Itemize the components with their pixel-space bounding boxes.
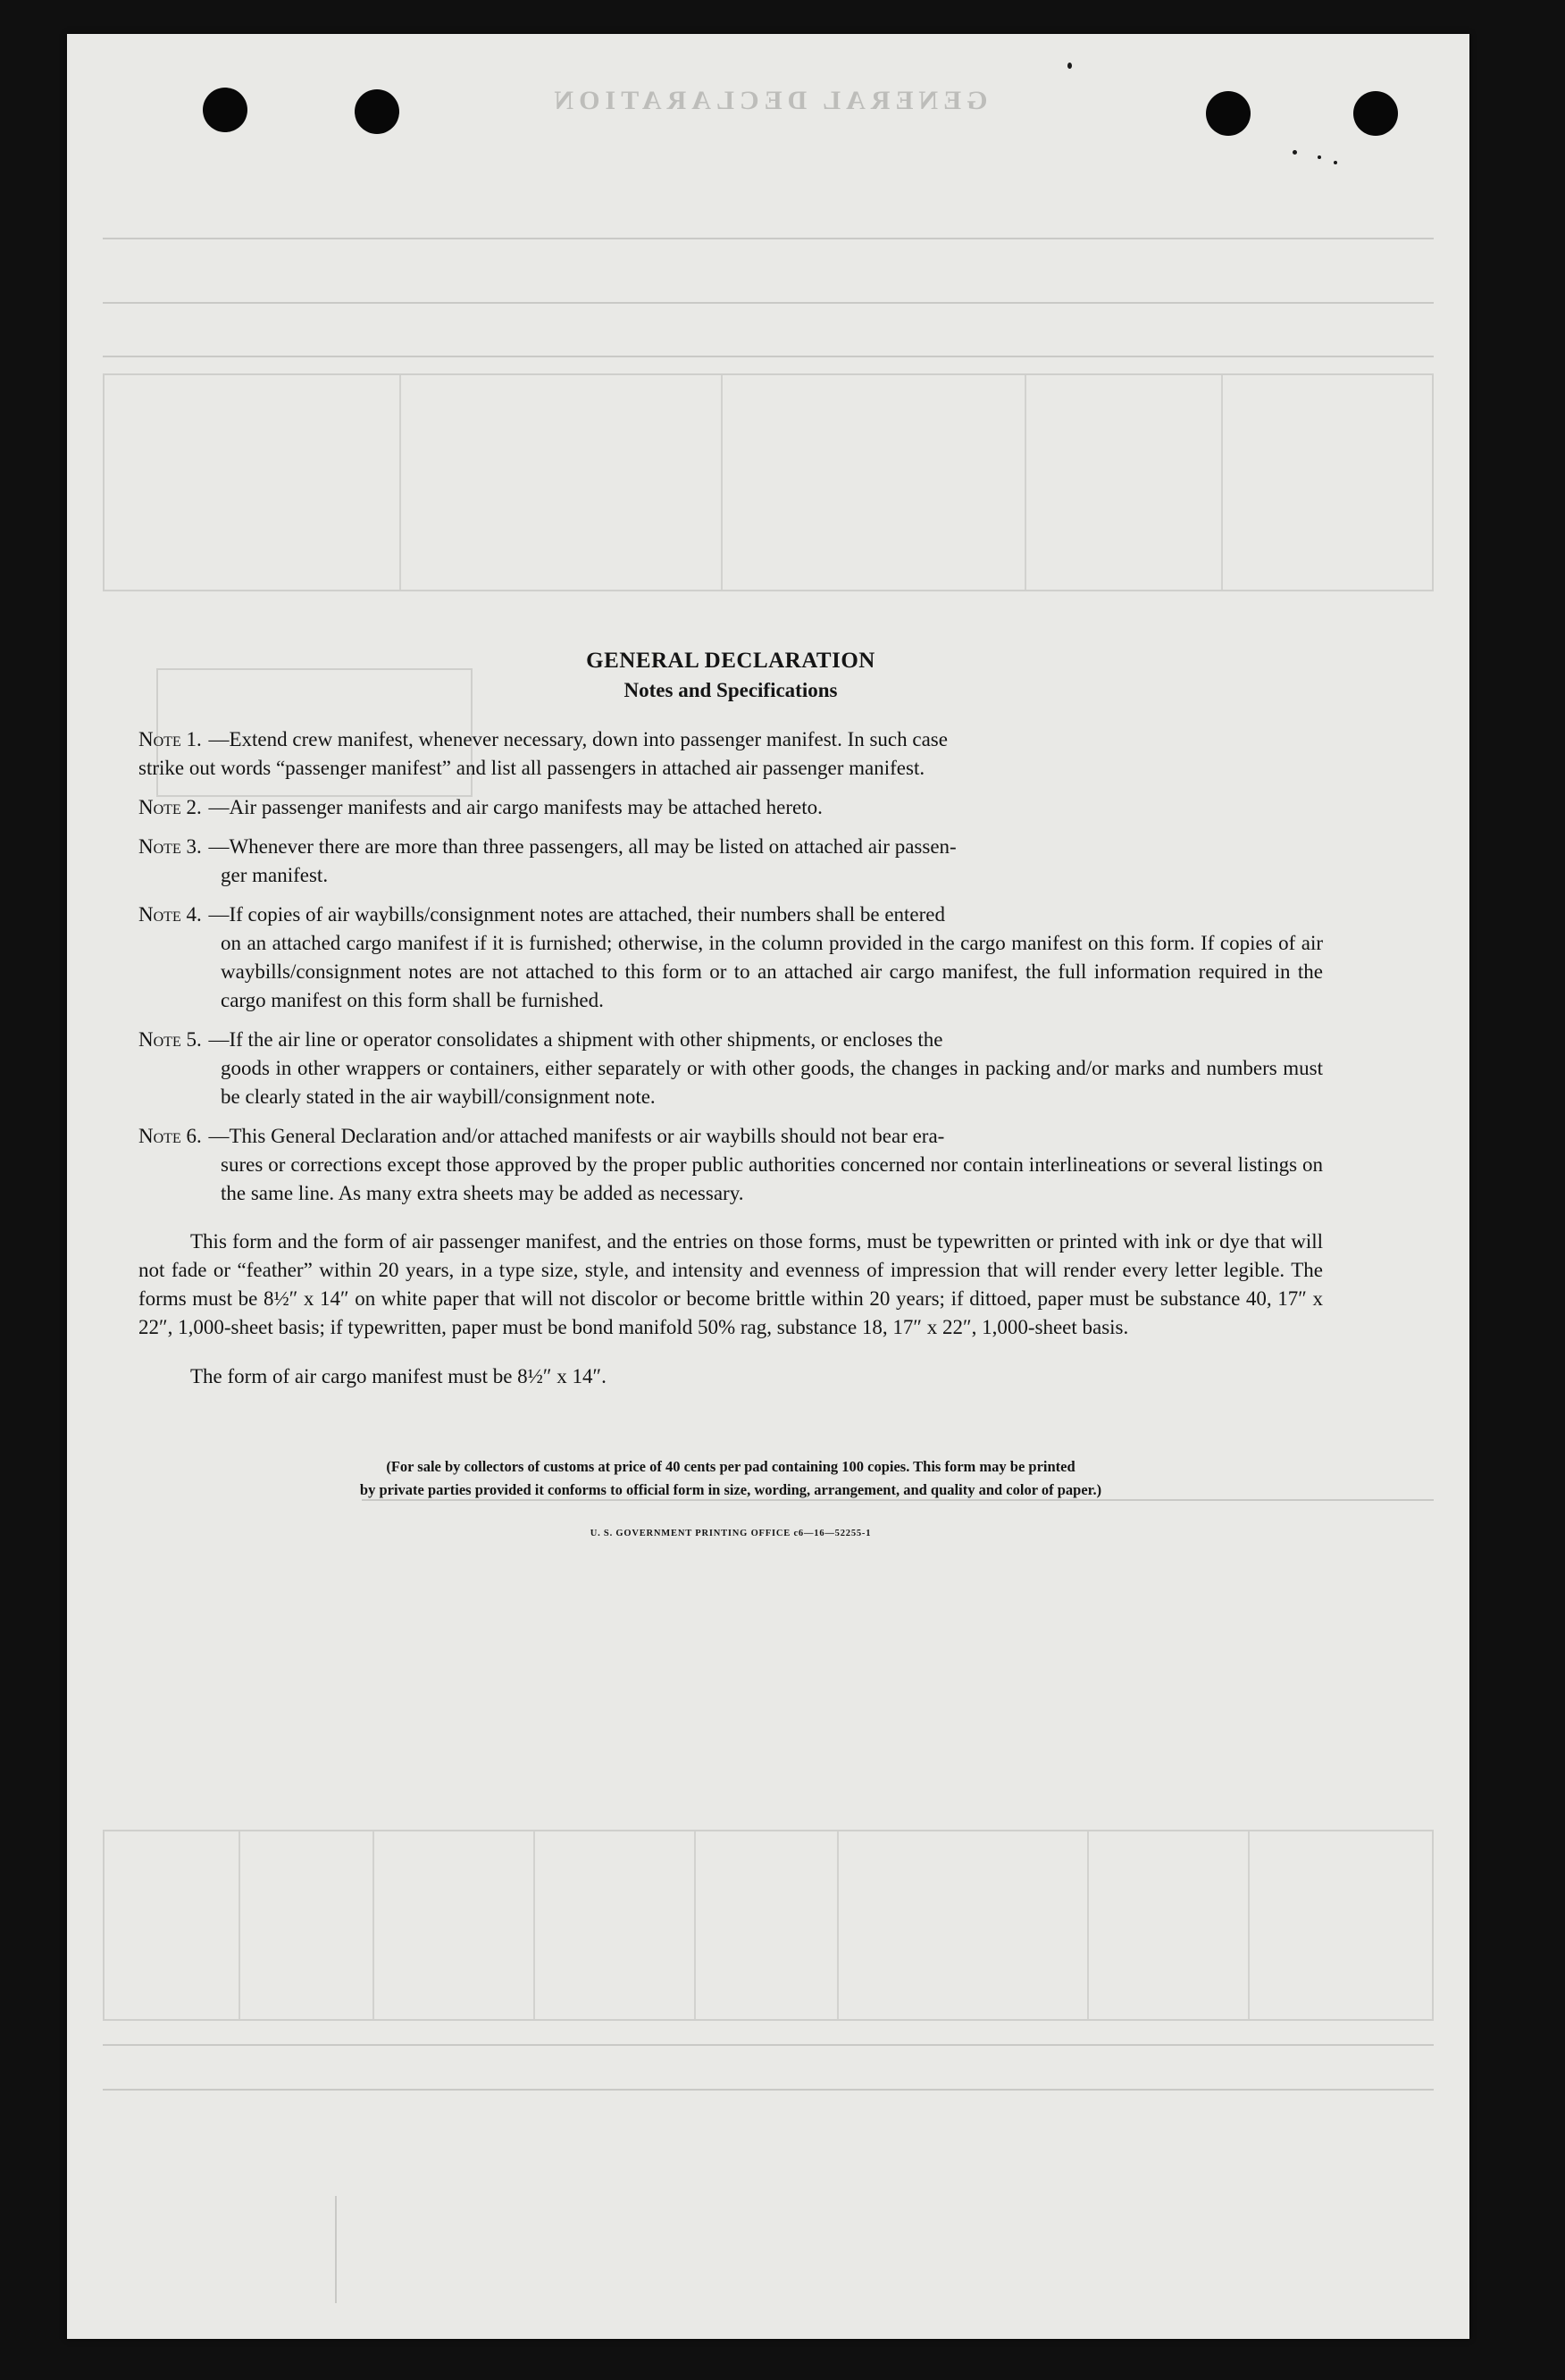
sale-note bbox=[138, 1455, 1323, 1502]
note-3 bbox=[138, 833, 1323, 890]
ink-speck bbox=[1067, 63, 1072, 69]
note-text bbox=[138, 903, 1323, 1015]
bleed-through-column bbox=[694, 1831, 696, 2019]
note-text bbox=[138, 1028, 1323, 1111]
bleed-through-itinerary-table bbox=[103, 373, 1434, 591]
bleed-through-line bbox=[335, 2196, 337, 2303]
bleed-through-column bbox=[1248, 1831, 1250, 2019]
note-label: Note 4. bbox=[138, 903, 202, 926]
note-lead: —Air passenger manifests and air cargo manifests may be attached hereto. bbox=[208, 796, 823, 818]
bleed-through-line bbox=[103, 356, 1434, 357]
bleed-through-column bbox=[372, 1831, 374, 2019]
note-continuation: strike out words “passenger manifest” and list all passengers in attached air passenger manifest. bbox=[138, 757, 925, 779]
bleed-through-column bbox=[1221, 375, 1223, 590]
note-label: Note 6. bbox=[138, 1125, 202, 1147]
note-label: Note 3. bbox=[138, 835, 202, 858]
sale-note-line: by private parties provided it conforms to official form in size, wording, arrangement, and quality and color of paper.) bbox=[359, 1481, 1102, 1498]
ink-speck bbox=[1318, 155, 1321, 159]
note-5 bbox=[138, 1026, 1323, 1111]
note-2 bbox=[138, 793, 1323, 822]
bleed-through-title: GENERAL DECLARATION bbox=[548, 86, 988, 115]
note-6 bbox=[138, 1122, 1323, 1208]
bleed-through-column bbox=[837, 1831, 839, 2019]
note-text bbox=[138, 1125, 1323, 1208]
cargo-manifest-size-line: The form of air cargo manifest must be 8½″ x 14″. bbox=[190, 1365, 607, 1387]
note-lead: —Extend crew manifest, whenever necessary, down into passenger manifest. In such case bbox=[208, 728, 948, 750]
note-lead: —This General Declaration and/or attached manifests or air waybills should not bear era- bbox=[208, 1125, 945, 1147]
note-text bbox=[138, 835, 1323, 890]
note-lead: —If copies of air waybills/consignment notes are attached, their numbers shall be entered bbox=[208, 903, 945, 926]
page-title: GENERAL DECLARATION bbox=[586, 649, 875, 673]
bleed-through-line bbox=[103, 302, 1434, 304]
form-requirements-paragraph: This form and the form of air passenger manifest, and the entries on those forms, must be typewritten or printed with ink or dye that will not fade or “feather” within 20 years, in a type size, style, and intensity and evenness of impression that will render every letter legible. The forms must be 8½″ x 14″ on white paper that will not discolor or become brittle within 20 years; if dittoed, paper must be substance 40, 17″ x 22″, 1,000-sheet basis; if typewritten, paper must be bond manifold 50% rag, substance 18, 17″ x 22″, 1,000-sheet basis. bbox=[138, 1230, 1323, 1338]
note-lead: —If the air line or operator consolidates a shipment with other shipments, or encloses the bbox=[208, 1028, 943, 1051]
bleed-through-column bbox=[1087, 1831, 1089, 2019]
note-lead: —Whenever there are more than three passengers, all may be listed on attached air passen- bbox=[208, 835, 957, 858]
note-continuation: sures or corrections except those approved by the proper public authorities concerned nor contain interlineations or several listings on the same line. As many extra sheets may be added as necessary. bbox=[221, 1153, 1323, 1204]
bleed-through-column bbox=[399, 375, 401, 590]
bleed-through-line bbox=[103, 2089, 1434, 2091]
note-1 bbox=[138, 725, 1323, 783]
note-label: Note 5. bbox=[138, 1028, 202, 1051]
note-continuation: on an attached cargo manifest if it is furnished; otherwise, in the column provided in the cargo manifest on this form. If copies of air waybills/consignment notes are not attached to this form or to an attached air cargo manifest, the full information required in the cargo manifest on this form shall be furnished. bbox=[221, 932, 1323, 1011]
bleed-through-column bbox=[533, 1831, 535, 2019]
note-label: Note 1. bbox=[138, 728, 202, 750]
sale-note-line: (For sale by collectors of customs at price of 40 cents per pad containing 100 copies. This form may be printed bbox=[386, 1458, 1075, 1475]
bleed-through-line bbox=[103, 2044, 1434, 2046]
notes-list bbox=[138, 725, 1323, 1208]
note-continuation: ger manifest. bbox=[221, 864, 329, 886]
printing-office-imprint: U. S. GOVERNMENT PRINTING OFFICE c6—16—52255-1 bbox=[590, 1529, 872, 1538]
note-label: Note 2. bbox=[138, 796, 202, 818]
notes-and-specifications bbox=[138, 649, 1323, 1538]
note-4 bbox=[138, 901, 1323, 1015]
page-subtitle: Notes and Specifications bbox=[623, 679, 838, 701]
bleed-through-column bbox=[239, 1831, 240, 2019]
bleed-through-cargo-table bbox=[103, 1830, 1434, 2021]
ink-speck bbox=[1293, 150, 1297, 155]
note-text bbox=[206, 796, 822, 818]
note-continuation: goods in other wrappers or containers, either separately or with other goods, the changes in packing and/or marks and numbers must be clearly stated in the air waybill/consignment note. bbox=[221, 1057, 1323, 1108]
ink-speck bbox=[1334, 161, 1337, 164]
bleed-through-column bbox=[1025, 375, 1026, 590]
note-text bbox=[138, 728, 1323, 783]
bleed-through-column bbox=[721, 375, 723, 590]
bleed-through-line bbox=[103, 238, 1434, 239]
